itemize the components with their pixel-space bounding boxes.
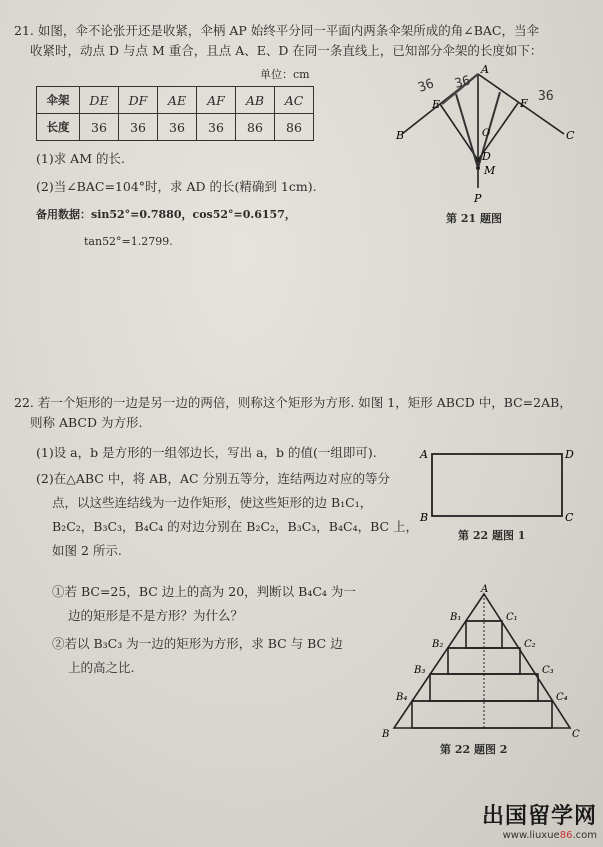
q21-figure-caption: 第 21 题图 — [446, 212, 502, 225]
q21-data-line1: 备用数据：sin52°=0.7880，cos52°=0.6157， — [36, 208, 296, 221]
table-header-cell: DE — [80, 87, 119, 114]
label-C: C — [572, 729, 580, 740]
q22-part2-line2: 点，以这些连结线为一边作矩形，使这些矩形的边 B₁C₁， — [52, 495, 373, 510]
table-cell: 36 — [119, 114, 158, 141]
label-B2: B₂ — [432, 639, 444, 650]
label-B: B — [420, 511, 429, 524]
table-cell: 长度 — [37, 114, 80, 141]
label-O: O — [482, 128, 491, 139]
label-P: P — [474, 192, 482, 205]
q21-data-line2: tan52°=1.2799. — [84, 235, 173, 248]
label-C4: C₄ — [556, 692, 568, 703]
watermark-url-prefix: www.liuxue — [502, 830, 560, 841]
label-A: A — [420, 448, 428, 461]
q22-sub1-line2: 边的矩形是不是方形？为什么？ — [68, 608, 244, 623]
label-B3: B₃ — [414, 665, 426, 676]
table-cell: 36 — [158, 114, 197, 141]
q21-part1: (1)求 AM 的长. — [36, 151, 125, 166]
q21-line2: 收紧时，动点 D 与点 M 重合，且点 A、E、D 在同一条直线上，已知部分伞架的长度如下： — [30, 43, 543, 58]
q22-figure1-rectangle — [418, 444, 578, 524]
table-cell: 36 — [80, 114, 119, 141]
table-cell: 36 — [197, 114, 236, 141]
label-C2: C₂ — [524, 639, 536, 650]
watermark-url — [482, 830, 597, 841]
q21-unit: 单位：cm — [260, 68, 310, 81]
q22-sub2-line1: ②若以 B₃C₃ 为一边的矩形为方形，求 BC 与 BC 边 — [52, 636, 343, 651]
table-header-cell: AB — [236, 87, 275, 114]
label-D: D — [565, 448, 574, 461]
table-header-cell: AC — [275, 87, 314, 114]
watermark-url-suffix: .com — [572, 830, 597, 841]
table-header-cell: 伞架 — [37, 87, 80, 114]
watermark-title: 出国留学网 — [481, 804, 597, 829]
label-C3: C₃ — [542, 665, 554, 676]
q22-part2-line3: B₂C₂，B₃C₃，B₄C₄ 的对边分别在 B₂C₂，B₃C₃，B₄C₄，BC 上， — [52, 519, 419, 534]
table-cell: 86 — [236, 114, 275, 141]
table-header-cell: DF — [119, 87, 158, 114]
rectangle-4 — [412, 701, 552, 728]
label-B: B — [382, 729, 390, 740]
q21-umbrella-figure — [396, 63, 576, 205]
q22-figure2-caption: 第 22 题图 2 — [440, 743, 508, 756]
q21-length-table — [36, 86, 314, 141]
handwritten-line — [456, 94, 478, 168]
triangle-ABC — [394, 594, 570, 728]
label-E: E — [432, 98, 441, 111]
table-header-row — [37, 87, 314, 114]
table-header-cell: AF — [197, 87, 236, 114]
handwritten-note: 36 — [538, 89, 554, 104]
handwritten-note: 36 — [453, 73, 473, 92]
label-B: B — [396, 129, 405, 142]
site-watermark — [482, 799, 597, 841]
table-row — [37, 114, 314, 141]
q22-sub2-line2: 上的高之比. — [68, 660, 135, 675]
q22-part1: (1)设 a，b 是方形的一组邻边长，写出 a，b 的值(一组即可). — [36, 445, 377, 460]
q22-line1: 22. 若一个矩形的一边是另一边的两倍，则称这个矩形为方形. 如图 1，矩形 ABCD 中，BC=2AB， — [14, 395, 572, 410]
q22-figure1-caption: 第 22 题图 1 — [458, 529, 526, 542]
q22-line2: 则称 ABCD 为方形. — [30, 415, 143, 430]
label-C: C — [566, 129, 575, 142]
point-M — [476, 166, 480, 170]
label-A: A — [481, 584, 489, 595]
q22-sub1-line1: ①若 BC=25，BC 边上的高为 20，判断以 B₄C₄ 为一 — [52, 584, 356, 599]
q22-figure2-triangle — [380, 584, 580, 740]
watermark-url-accent: 86 — [559, 830, 573, 841]
q22-part2-line1: (2)在△ABC 中，将 AB，AC 分别五等分，连结两边对应的等分 — [36, 471, 391, 486]
table-cell: 86 — [275, 114, 314, 141]
label-M: M — [484, 164, 496, 177]
point-D — [476, 158, 480, 162]
label-B4: B₄ — [396, 692, 408, 703]
q21-line1: 21. 如图，伞不论张开还是收紧，伞柄 AP 始终平分同一平面内两条伞架所成的角∠BAC，当伞 — [14, 23, 539, 38]
handwritten-note: 36 — [416, 76, 437, 96]
label-C1: C₁ — [506, 612, 518, 623]
label-B1: B₁ — [450, 612, 462, 623]
label-A: A — [481, 63, 489, 76]
q21-part2: (2)当∠BAC=104°时，求 AD 的长(精确到 1cm). — [36, 179, 317, 194]
table-header-cell: AE — [158, 87, 197, 114]
rectangle-ABCD — [432, 454, 562, 516]
q22-part2-line4: 如图 2 所示. — [52, 543, 122, 558]
label-F: F — [520, 97, 528, 110]
label-D: D — [482, 150, 491, 163]
label-C: C — [565, 511, 574, 524]
